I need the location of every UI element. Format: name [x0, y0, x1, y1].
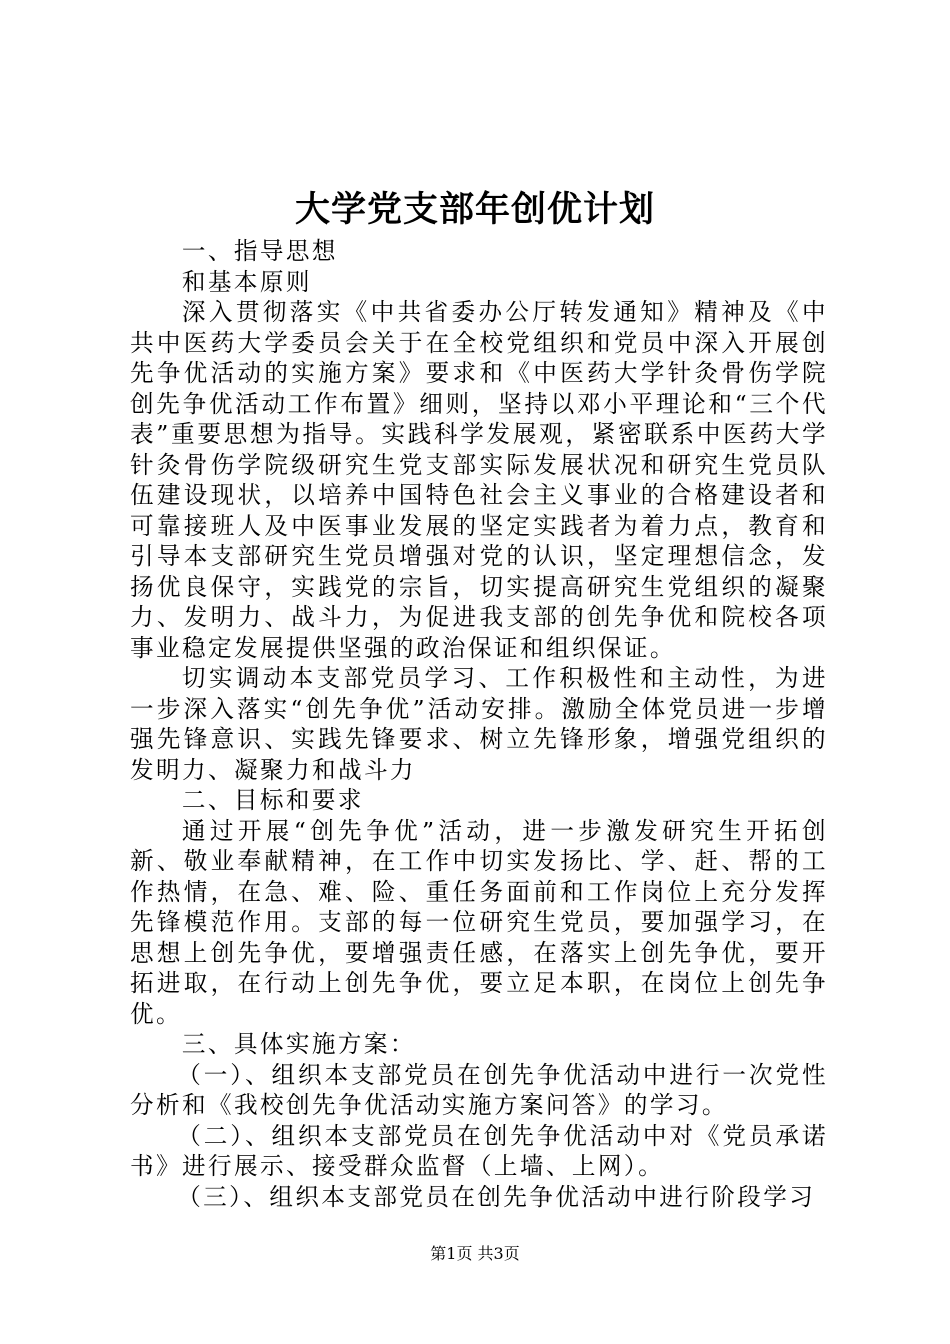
document-body	[130, 236, 828, 1212]
document-title: 大学党支部年创优计划	[294, 189, 655, 230]
section-heading-1: 一、指导思想	[181, 237, 338, 265]
page-number-footer: 第1页 共3页	[430, 1244, 520, 1263]
body-paragraph: 深入贯彻落实《中共省委办公厅转发通知》精神及《中共中医药大学委员会关于在全校党组织和党员中深入开展创先争优活动的实施方案》要求和《中医药大学针灸骨伤学院创先争优活动工作布置》细则，坚持以邓小平理论和“三个代表”重要思想为指导。实践科学发展观，紧密联系中医药大学针灸骨伤学院级研究生党支部实际发展状况和研究生党员队伍建设现状，以培养中国特色社会主义事业的合格建设者和可靠接班人及中医事业发展的坚定实践者为着力点，教育和引导本支部研究生党员增强对党的认识，坚定理想信念，发扬优良保守，实践党的宗旨，切实提高研究生党组织的凝聚力、发明力、战斗力，为促进我支部的创先争优和院校各项事业稳定发展提供坚强的政治保证和组织保证。	[130, 298, 828, 662]
section-heading-1-continued: 和基本原则	[181, 267, 312, 296]
plan-item: （二）、组织本支部党员在创先争优活动中对《党员承诺书》进行展示、接受群众监督（上墙、上网）。	[130, 1121, 828, 1180]
section-heading-3: 三、具体实施方案：	[181, 1030, 416, 1058]
plan-item: （一）、组织本支部党员在创先争优活动中进行一次党性分析和《我校创先争优活动实施方案问答》的学习。	[130, 1060, 828, 1119]
plan-item: （三）、组织本支部党员在创先争优活动中进行阶段学习	[177, 1182, 816, 1211]
body-paragraph: 通过开展“创先争优”活动，进一步激发研究生开拓创新、敬业奉献精神，在工作中切实发扬比、学、赶、帮的工作热情，在急、难、险、重任务面前和工作岗位上充分发挥先锋模范作用。支部的每一位研究生党员，要加强学习，在思想上创先争优，要增强责任感，在落实上创先争优，要开拓进取，在行动上创先争优，要立足本职，在岗位上创先争优。	[130, 816, 828, 1028]
section-heading-2: 二、目标和要求	[181, 786, 364, 814]
body-paragraph: 切实调动本支部党员学习、工作积极性和主动性，为进一步深入落实“创先争优”活动安排。激励全体党员进一步增强先锋意识、实践先锋要求、树立先锋形象，增强党组织的发明力、凝聚力和战斗力	[130, 664, 828, 784]
